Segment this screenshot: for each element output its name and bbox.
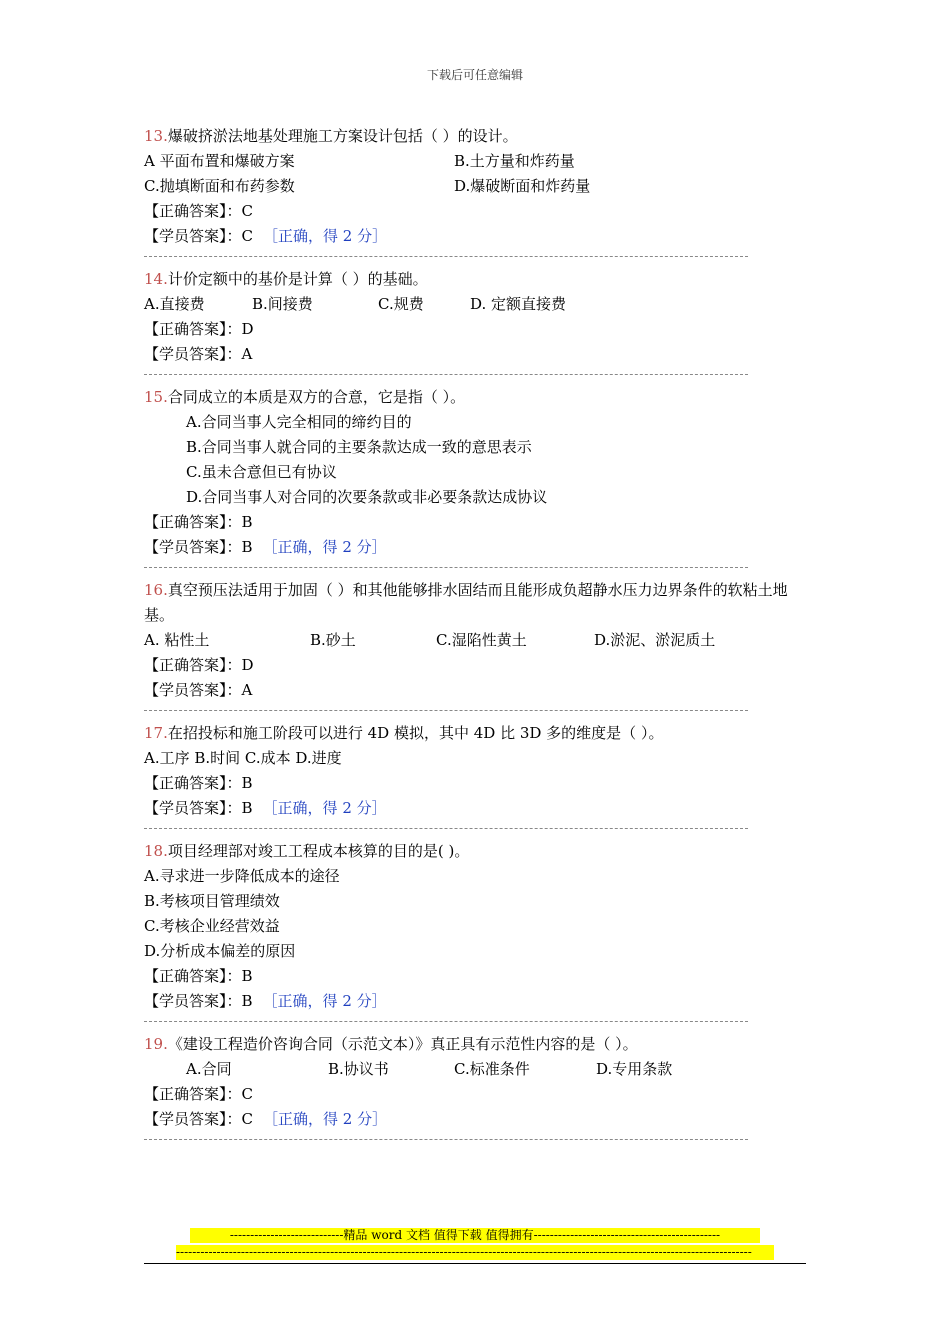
question-number: 15. <box>144 388 168 406</box>
option-c: C.湿陷性黄土 <box>436 631 527 649</box>
result-badge: ［正确，得 2 分］ <box>263 1110 388 1128</box>
option-c: C.虽未合意但已有协议 <box>186 463 337 481</box>
student-answer-label: 【学员答案】： <box>144 227 242 245</box>
student-answer-value: A <box>241 345 253 363</box>
question-number: 17. <box>144 724 168 742</box>
question-15 <box>144 385 804 568</box>
student-answer-label: 【学员答案】： <box>144 681 242 699</box>
correct-answer-value: B <box>241 967 253 985</box>
question-list <box>144 124 804 1150</box>
correct-answer-label: 【正确答案】： <box>144 513 242 531</box>
question-text: 在招投标和施工阶段可以进行 4D 模拟，其中 4D 比 3D 多的维度是（ ）。 <box>167 724 664 742</box>
option-a: A.寻求进一步降低成本的途径 <box>144 867 340 885</box>
student-answer-label: 【学员答案】： <box>144 799 242 817</box>
option-c: C.抛填断面和布药参数 <box>144 177 295 195</box>
question-17 <box>144 721 804 829</box>
separator <box>144 256 748 257</box>
question-text: 计价定额中的基价是计算（ ）的基础。 <box>167 270 428 288</box>
correct-answer-value: B <box>241 774 253 792</box>
correct-answer-value: C <box>241 1085 253 1103</box>
question-13 <box>144 124 804 257</box>
option-d: D.专用条款 <box>596 1060 673 1078</box>
footer-dashes: ---------------------------------------------------------------------------------------------------------------------------------------------- <box>176 1245 774 1260</box>
option-a: A.直接费 <box>144 295 205 313</box>
result-badge: ［正确，得 2 分］ <box>263 227 388 245</box>
student-answer-value: B <box>241 992 253 1010</box>
option-b: B.间接费 <box>252 295 313 313</box>
separator <box>144 1139 748 1140</box>
option-c: C.规费 <box>378 295 424 313</box>
separator <box>144 567 748 568</box>
result-badge: ［正确，得 2 分］ <box>262 799 387 817</box>
student-answer-label: 【学员答案】： <box>144 538 242 556</box>
question-16 <box>144 578 804 711</box>
correct-answer-label: 【正确答案】： <box>144 656 242 674</box>
student-answer-value: A <box>241 681 253 699</box>
option-b: B.土方量和炸药量 <box>454 152 575 170</box>
correct-answer-value: C <box>241 202 253 220</box>
option-d: D. 定额直接费 <box>470 295 567 313</box>
option-c: C.考核企业经营效益 <box>144 917 280 935</box>
student-answer-value: C <box>241 1110 253 1128</box>
option-d: D.分析成本偏差的原因 <box>144 942 296 960</box>
option-a: A 平面布置和爆破方案 <box>144 152 295 170</box>
question-number: 14. <box>144 270 168 288</box>
question-number: 16. <box>144 581 168 599</box>
correct-answer-label: 【正确答案】： <box>144 967 242 985</box>
option-d: D.淤泥、淤泥质土 <box>594 631 716 649</box>
option-b: B.协议书 <box>328 1060 389 1078</box>
correct-answer-label: 【正确答案】： <box>144 320 242 338</box>
separator <box>144 828 748 829</box>
question-text: 真空预压法适用于加固（ ）和其他能够排水固结而且能形成负超静水压力边界条件的软粘土地基。 <box>144 581 788 624</box>
student-answer-value: B <box>241 538 253 556</box>
student-answer-label: 【学员答案】： <box>144 345 242 363</box>
option-b: B.砂土 <box>310 631 356 649</box>
option-c: C.标准条件 <box>454 1060 530 1078</box>
correct-answer-value: D <box>241 656 254 674</box>
question-text: 《建设工程造价咨询合同（示范文本）》真正具有示范性内容的是（ ）。 <box>167 1035 638 1053</box>
question-number: 18. <box>144 842 168 860</box>
page-header: 下载后可任意编辑 <box>426 68 523 82</box>
correct-answer-label: 【正确答案】： <box>144 1085 242 1103</box>
option-a: A.合同 <box>186 1060 232 1078</box>
correct-answer-label: 【正确答案】： <box>144 774 242 792</box>
student-answer-label: 【学员答案】： <box>144 992 242 1010</box>
option-a: A.合同当事人完全相同的缔约目的 <box>186 413 412 431</box>
question-19 <box>144 1032 804 1140</box>
result-badge: ［正确，得 2 分］ <box>262 538 387 556</box>
student-answer-value: C <box>241 227 253 245</box>
question-number: 13. <box>144 127 168 145</box>
question-text: 项目经理部对竣工工程成本核算的目的是( )。 <box>167 842 470 860</box>
correct-answer-label: 【正确答案】： <box>144 202 242 220</box>
option-a: A. 粘性土 <box>144 631 210 649</box>
student-answer-label: 【学员答案】： <box>144 1110 242 1128</box>
separator <box>144 710 748 711</box>
correct-answer-value: B <box>241 513 253 531</box>
separator <box>144 374 748 375</box>
option-b: B.合同当事人就合同的主要条款达成一致的意思表示 <box>186 438 532 456</box>
option-d: D.爆破断面和炸药量 <box>454 177 591 195</box>
option-b: B.考核项目管理绩效 <box>144 892 280 910</box>
separator <box>144 1021 748 1022</box>
question-14 <box>144 267 804 375</box>
option-d: D.合同当事人对合同的次要条款或非必要条款达成协议 <box>186 488 548 506</box>
result-badge: ［正确，得 2 分］ <box>262 992 387 1010</box>
question-18 <box>144 839 804 1022</box>
question-number: 19. <box>144 1035 168 1053</box>
options-line: A.工序 B.时间 C.成本 D.进度 <box>144 749 342 767</box>
question-text: 爆破挤淤法地基处理施工方案设计包括（ ）的设计。 <box>167 127 518 145</box>
footer-banner: ----------------------------精品 word 文档 值得下载 值得拥有---------------------------------------------- <box>190 1228 760 1243</box>
student-answer-value: B <box>241 799 253 817</box>
correct-answer-value: D <box>241 320 254 338</box>
question-text: 合同成立的本质是双方的合意，它是指（ ）。 <box>167 388 466 406</box>
footer-rule <box>144 1263 806 1264</box>
